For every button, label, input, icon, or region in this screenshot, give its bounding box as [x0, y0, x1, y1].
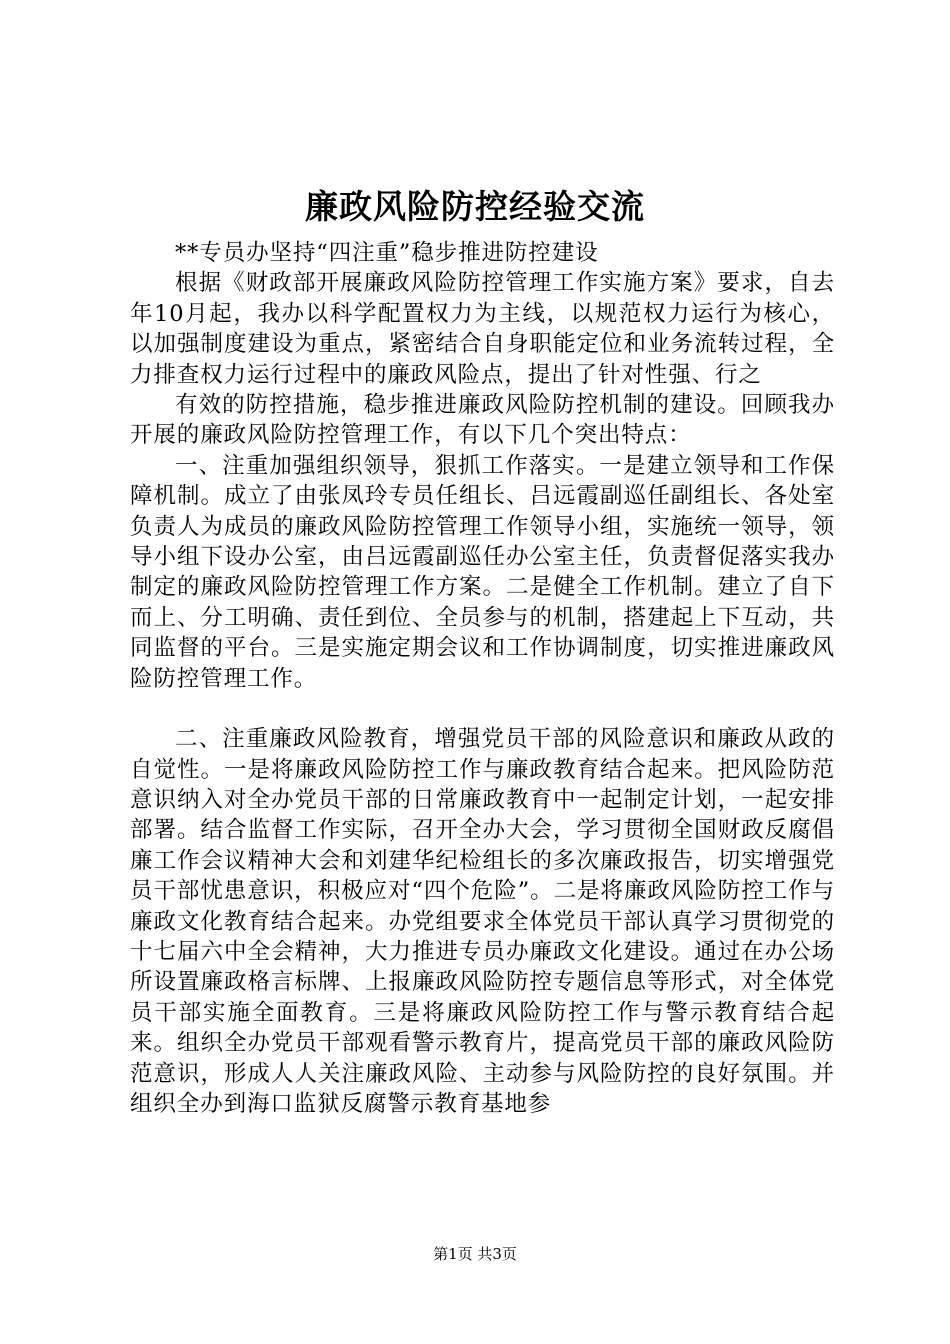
document-body [130, 238, 835, 1119]
page-number: 第1页 共3页 [433, 1245, 517, 1263]
body-paragraph: 根据《财政部开展廉政风险防控管理工作实施方案》要求，自去年10月起，我办以科学配置权力为主线，以规范权力运行为核心，以加强制度建设为重点，紧密结合自身职能定位和业务流转过程，全力排查权力运行过程中的廉政风险点，提出了针对性强、行之 [130, 270, 835, 388]
body-paragraph: 一、注重加强组织领导，狠抓工作落实。一是建立领导和工作保障机制。成立了由张凤玲专员任组长、吕远霞副巡任副组长、各处室负责人为成员的廉政风险防控管理工作领导小组，实施统一领导，领导小组下设办公室，由吕远霞副巡任办公室主任，负责督促落实我办制定的廉政风险防控管理工作方案。二是健全工作机制。建立了自下而上、分工明确、责任到位、全员参与的机制，搭建起上下互动，共同监督的平台。三是实施定期会议和工作协调制度，切实推进廉政风险防控管理工作。 [130, 452, 835, 692]
body-paragraph: 二、注重廉政风险教育，增强党员干部的风险意识和廉政从政的自觉性。一是将廉政风险防控工作与廉政教育结合起来。把风险防范意识纳入对全办党员干部的日常廉政教育中一起制定计划，一起安排部署。结合监督工作实际，召开全办大会，学习贯彻全国财政反腐倡廉工作会议精神大会和刘建华纪检组长的多次廉政报告，切实增强党员干部忧患意识，积极应对“四个危险”。二是将廉政风险防控工作与廉政文化教育结合起来。办党组要求全体党员干部认真学习贯彻党的十七届六中全会精神，大力推进专员办廉政文化建设。通过在办公场所设置廉政格言标牌、上报廉政风险防控专题信息等形式，对全体党员干部实施全面教育。三是将廉政风险防控工作与警示教育结合起来。组织全办党员干部观看警示教育片，提高党员干部的廉政风险防范意识，形成人人关注廉政风险、主动参与风险防控的良好氛围。并组织全办到海口监狱反腐警示教育基地参 [130, 726, 835, 1117]
document-title: 廉政风险防控经验交流 [305, 187, 645, 226]
subtitle-paragraph: **专员办坚持“四注重”稳步推进防控建设 [175, 240, 599, 266]
body-paragraph: 有效的防控措施，稳步推进廉政风险防控机制的建设。回顾我办开展的廉政风险防控管理工作，有以下几个突出特点： [130, 392, 835, 449]
